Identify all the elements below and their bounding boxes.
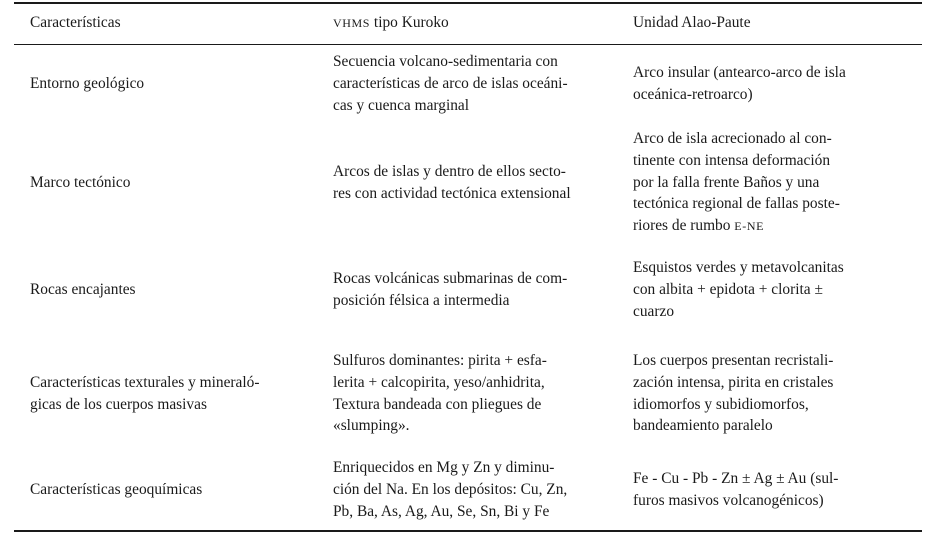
cell-line: lerita + calcopirita, yeso/anhidrita, [333, 373, 545, 391]
row-alao-texturales [633, 350, 833, 437]
cell-line: Enriquecidos en Mg y Zn y diminu- [333, 459, 555, 476]
row-label-entorno [30, 73, 144, 95]
row-label-marco [30, 172, 130, 194]
cell-line: Fe - Cu - Pb - Zn ± Ag ± Au (sul- [633, 470, 839, 487]
cell-line: oceánica-retroarco) [633, 85, 753, 103]
cell-line: zación intensa, pirita en cristales [633, 373, 834, 391]
cell-line: Secuencia volcano-sedimentaria con [333, 53, 558, 70]
cell-line: ción del Na. En los depósitos: Cu, Zn, [333, 480, 568, 498]
row-label-line: gicas de los cuerpos masivas [30, 395, 207, 413]
cell-line: Esquistos verdes y metavolcanitas [633, 259, 844, 276]
row-kuroko-texturales [333, 350, 547, 437]
cell-line: cuarzo [633, 302, 675, 320]
header-vhms-smallcaps: VHMS [333, 16, 371, 30]
cell-line: con albita + epidota + clorita ± [633, 280, 823, 298]
header-caracteristicas: Características [30, 14, 121, 31]
cell-line: idiomorfos y subidiomorfos, [633, 395, 809, 413]
cell-line: tectónica regional de fallas poste- [633, 195, 840, 213]
cell-line: Sulfuros dominantes: pirita + esfa- [333, 352, 547, 369]
row-label-line: Rocas encajantes [30, 281, 136, 298]
cell-line: Textura bandeada con pliegues de [333, 395, 542, 413]
row-kuroko-entorno [333, 51, 568, 116]
row-kuroko-geoquimicas [333, 457, 567, 522]
row-label-line: Características texturales y mineraló- [30, 374, 260, 391]
row-label-texturales [30, 372, 259, 416]
cell-text: riores de rumbo [633, 217, 735, 235]
cell-line: Los cuerpos presentan recristali- [633, 352, 834, 369]
cell-line: bandeamiento paralelo [633, 417, 773, 435]
cell-line: Rocas volcánicas submarinas de com- [333, 270, 568, 287]
row-alao-entorno [633, 62, 846, 106]
cell-line: posición félsica a intermedia [333, 291, 510, 309]
row-alao-marco [633, 128, 840, 238]
cell-line: «slumping». [333, 417, 410, 435]
cell-line: res con actividad tectónica extensional [333, 184, 571, 202]
row-label-geoquimicas [30, 479, 202, 501]
row-label-line: Entorno geológico [30, 75, 145, 92]
row-label-rocas [30, 279, 136, 301]
row-kuroko-rocas [333, 268, 567, 312]
cell-line: Pb, Ba, As, Ag, Au, Se, Sn, Bi y Fe [333, 502, 550, 520]
table-bottom-rule [14, 530, 922, 532]
cell-line: cas y cuenca marginal [333, 96, 470, 114]
row-label-line: Características geoquímicas [30, 481, 203, 498]
cell-line: furos masivos volcanogénicos) [633, 491, 824, 509]
cell-line: Arco de isla acrecionado al con- [633, 130, 832, 147]
row-kuroko-marco [333, 161, 571, 205]
row-label-line: Marco tectónico [30, 174, 131, 191]
cell-line: características de arco de islas oceáni- [333, 74, 568, 92]
row-alao-rocas [633, 257, 844, 322]
cell-line: por la falla frente Baños y una [633, 173, 820, 191]
cell-text-smallcaps: E-NE [734, 219, 765, 234]
cell-line: tinente con intensa deformación [633, 151, 831, 169]
header-alao-paute: Unidad Alao-Paute [633, 14, 751, 31]
header-rule [14, 44, 922, 45]
table-top-rule [14, 2, 922, 4]
cell-line: Arcos de islas y dentro de ellos secto- [333, 163, 566, 180]
header-vhms-kuroko [333, 12, 449, 35]
cell-line-last [633, 215, 840, 238]
cell-line: Arco insular (antearco-arco de isla [633, 64, 846, 81]
header-kuroko-text: tipo Kuroko [370, 14, 449, 31]
row-alao-geoquimicas [633, 468, 838, 512]
